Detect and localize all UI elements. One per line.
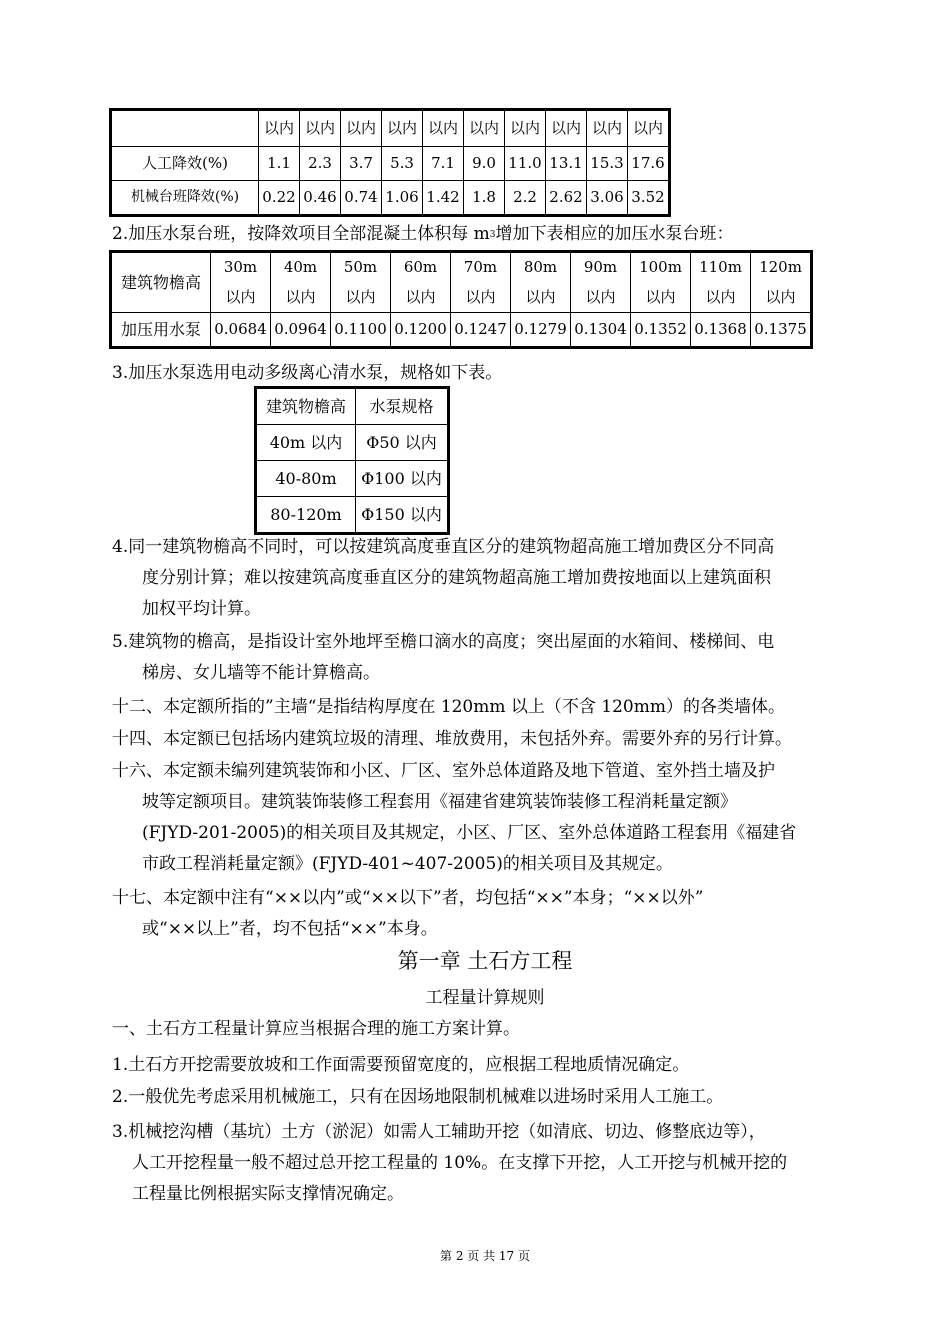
table1-header-blank (112, 111, 259, 147)
table-cell: 2.2 (505, 181, 546, 215)
table-cell: 17.6 (628, 147, 669, 181)
table-cell: 0.1304 (571, 313, 631, 347)
text-line: 一、土石方工程量计算应当根据合理的施工方案计算。 (112, 1019, 520, 1039)
rule-1-3 (112, 1117, 872, 1210)
page-footer: 第 2 页 共 17 页 (440, 1249, 530, 1263)
text-line: 加权平均计算。 (142, 599, 261, 619)
text-line: 4.同一建筑物檐高不同时，可以按建筑高度垂直区分的建筑物超高施工增加费区分不同高 (112, 537, 775, 557)
table1-header-cell: 以内 (423, 111, 464, 147)
pump-shift-table (111, 252, 811, 347)
text-line: 人工开挖程量一般不超过总开挖工程量的 10%。在支撑下开挖，人工开挖与机械开挖的 (132, 1153, 788, 1173)
table-cell: 0.22 (259, 181, 300, 215)
table-cell: 13.1 (546, 147, 587, 181)
height-header-top: 40m (271, 253, 331, 283)
table1-header-cell: 以内 (587, 111, 628, 147)
table-cell: 1.8 (464, 181, 505, 215)
table-cell: 80-120m (257, 497, 356, 533)
table-cell: 7.1 (423, 147, 464, 181)
height-header-bottom: 以内 (631, 283, 691, 313)
text-line: 5.建筑物的檐高，是指设计室外地坪至檐口滴水的高度；突出屋面的水箱间、楼梯间、电 (112, 632, 775, 652)
rule-1 (112, 1014, 872, 1045)
height-header-bottom: 以内 (571, 283, 631, 313)
height-header-bottom: 以内 (211, 283, 271, 313)
paragraph-17 (112, 883, 872, 945)
efficiency-reduction-table (111, 110, 669, 215)
row-label: 人工降效(%) (112, 147, 259, 181)
table-cell: 0.1100 (331, 313, 391, 347)
table1-header-cell: 以内 (464, 111, 505, 147)
paragraph-5 (112, 627, 872, 689)
height-header-top: 80m (511, 253, 571, 283)
text-line: 2.一般优先考虑采用机械施工，只有在因场地限制机械难以进场时采用人工施工。 (112, 1087, 724, 1107)
height-header-top: 110m (691, 253, 751, 283)
row-label: 机械台班降效(%) (112, 181, 259, 215)
table1-header-cell: 以内 (546, 111, 587, 147)
table-cell: 0.0964 (271, 313, 331, 347)
table-row (112, 313, 811, 347)
table-cell: 0.1368 (691, 313, 751, 347)
text-line: 市政工程消耗量定额》(FJYD-401~407-2005)的相关项目及其规定。 (142, 854, 673, 874)
table-cell: 3.52 (628, 181, 669, 215)
table-cell: 5.3 (382, 147, 423, 181)
text-line: 十四、本定额已包括场内建筑垃圾的清理、堆放费用，未包括外弃。需要外弃的另行计算。 (112, 729, 792, 749)
table-row (257, 425, 448, 461)
table-cell: 0.1279 (511, 313, 571, 347)
table2-label-header: 建筑物檐高 (112, 253, 211, 313)
table-cell: 0.1200 (391, 313, 451, 347)
text-line: 度分别计算；难以按建筑高度垂直区分的建筑物超高施工增加费按地面以上建筑面积 (142, 568, 771, 588)
table1-header-cell: 以内 (505, 111, 546, 147)
table-cell: 0.0684 (211, 313, 271, 347)
height-header-top: 60m (391, 253, 451, 283)
text-line: 1.土石方开挖需要放坡和工作面需要预留宽度的，应根据工程地质情况确定。 (112, 1055, 690, 1075)
text-line: 或“××以上”者，均不包括“××”本身。 (142, 919, 438, 939)
table-cell: 3.7 (341, 147, 382, 181)
table-cell: 15.3 (587, 147, 628, 181)
section-title: 工程量计算规则 (425, 988, 545, 1008)
superscript-3: 3 (489, 230, 496, 240)
height-header-bottom: 以内 (691, 283, 751, 313)
table-cell: 0.74 (341, 181, 382, 215)
chapter-title: 第一章 土石方工程 (397, 949, 573, 973)
table-cell: 3.06 (587, 181, 628, 215)
text-line: 十七、本定额中注有“××以内”或“××以下”者，均包括“××”本身；“××以外” (112, 888, 704, 908)
height-header-bottom: 以内 (511, 283, 571, 313)
text-line: 工程量比例根据实际支撑情况确定。 (132, 1184, 404, 1204)
table-cell: 1.42 (423, 181, 464, 215)
paragraph-4 (112, 532, 872, 625)
table-cell: Φ100 以内 (356, 461, 448, 497)
height-header-bottom: 以内 (751, 283, 811, 313)
height-header-top: 100m (631, 253, 691, 283)
table-row (257, 497, 448, 533)
height-header-top: 70m (451, 253, 511, 283)
text-line: 坡等定额项目。建筑装饰装修工程套用《福建省建筑装饰装修工程消耗量定额》 (142, 792, 737, 812)
table-cell: 40m 以内 (257, 425, 356, 461)
table1-header-cell: 以内 (382, 111, 423, 147)
rule-1-2 (112, 1082, 872, 1113)
paragraph-14 (112, 724, 872, 755)
text-line: (FJYD-201-2005)的相关项目及其规定，小区、厂区、室外总体道路工程套用《福建省 (142, 823, 797, 843)
table-cell: 2.3 (300, 147, 341, 181)
table-cell: 1.06 (382, 181, 423, 215)
rule-1-1 (112, 1050, 872, 1081)
table-cell: Φ50 以内 (356, 425, 448, 461)
table-cell: 40-80m (257, 461, 356, 497)
height-header-bottom: 以内 (451, 283, 511, 313)
table-cell: 2.62 (546, 181, 587, 215)
table1-header-cell: 以内 (300, 111, 341, 147)
para2-text-after: 增加下表相应的加压水泵台班： (495, 224, 734, 244)
table-cell: 1.1 (259, 147, 300, 181)
height-header-top: 120m (751, 253, 811, 283)
table-cell: 0.46 (300, 181, 341, 215)
table1-header-cell: 以内 (341, 111, 382, 147)
height-header-bottom: 以内 (271, 283, 331, 313)
table-cell: 9.0 (464, 147, 505, 181)
table-cell: Φ150 以内 (356, 497, 448, 533)
pump-spec-table (256, 388, 448, 533)
table-row (112, 181, 669, 215)
table-row (257, 461, 448, 497)
table-row (112, 147, 669, 181)
table1-header-cell: 以内 (628, 111, 669, 147)
height-header-bottom: 以内 (331, 283, 391, 313)
paragraph-16 (112, 756, 872, 880)
text-line: 梯房、女儿墙等不能计算檐高。 (142, 663, 380, 683)
table3-header-cell: 建筑物檐高 (257, 389, 356, 425)
para2-text-before: 2.加压水泵台班，按降效项目全部混凝土体积每 m (112, 224, 490, 244)
table-cell: 0.1352 (631, 313, 691, 347)
table-cell: 0.1375 (751, 313, 811, 347)
height-header-top: 90m (571, 253, 631, 283)
height-header-bottom: 以内 (391, 283, 451, 313)
text-line: 3.机械挖沟槽（基坑）土方（淤泥）如需人工辅助开挖（如清底、切边、修整底边等）， (112, 1122, 766, 1142)
row-label: 加压用水泵 (112, 313, 211, 347)
height-header-top: 50m (331, 253, 391, 283)
text-line: 十二、本定额所指的”主墙“是指结构厚度在 120mm 以上（不含 120mm）的各类墙体。 (112, 697, 785, 717)
table-cell: 11.0 (505, 147, 546, 181)
table-cell: 0.1247 (451, 313, 511, 347)
height-header-top: 30m (211, 253, 271, 283)
table1-header-cell: 以内 (259, 111, 300, 147)
pump-shift-paragraph (112, 219, 733, 251)
table3-header-cell: 水泵规格 (356, 389, 448, 425)
paragraph-12 (112, 692, 872, 723)
pump-spec-paragraph: 3.加压水泵选用电动多级离心清水泵，规格如下表。 (112, 363, 503, 383)
text-line: 十六、本定额未编列建筑装饰和小区、厂区、室外总体道路及地下管道、室外挡土墙及护 (112, 761, 775, 781)
